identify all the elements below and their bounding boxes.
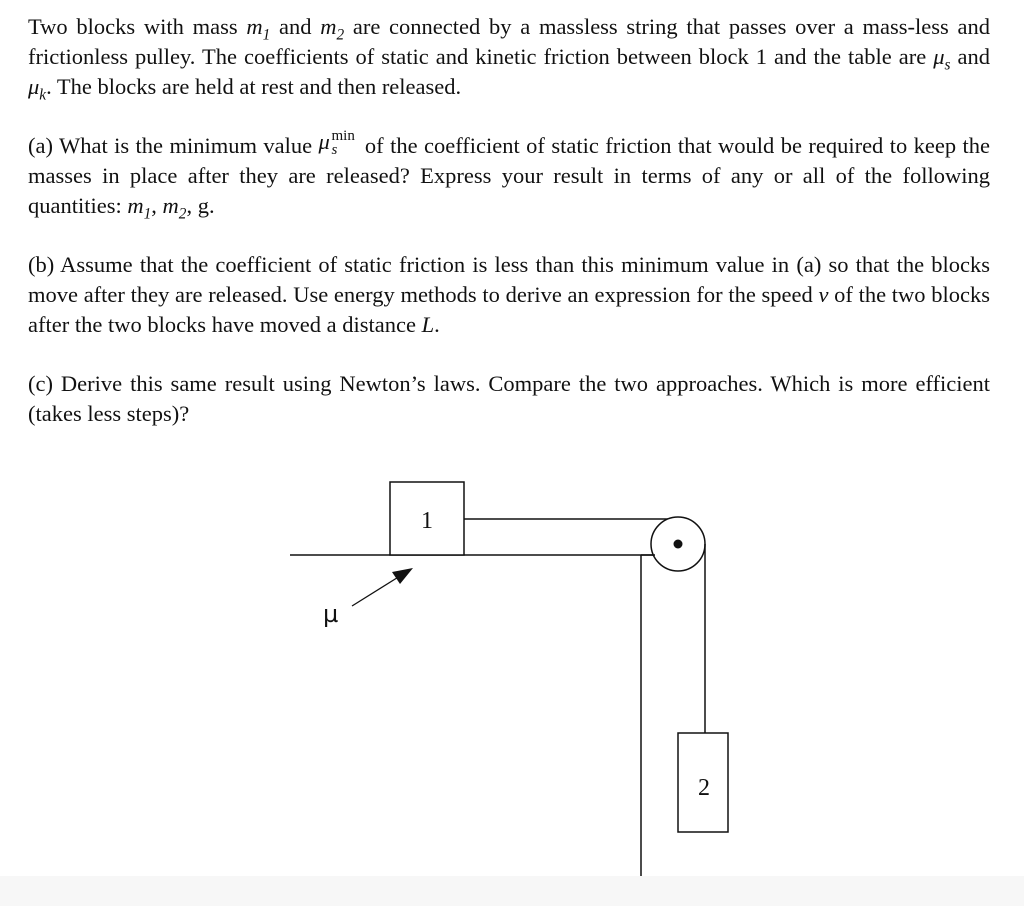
part-a-paragraph: (a) What is the minimum value μ min s of the coefficient of static friction that would be required to keep the masses in place after they are released? Express your result in terms of any or all of the following quantities: $m_1$, $m_2$, g. — [28, 128, 991, 223]
page-bottom-edge — [0, 876, 1024, 906]
part-b-text: of the two blocks after the two blocks have moved a distance — [28, 282, 990, 337]
distance-L: L — [421, 312, 435, 337]
block-1-label: 1 — [421, 508, 433, 534]
pulley-axle — [674, 540, 683, 549]
friction-arrow-head — [392, 568, 413, 584]
intro-text: and — [270, 14, 321, 39]
mu-s-min-symbol: μ min s — [318, 128, 355, 158]
mu-s-symbol: $\mu_s$ — [933, 44, 951, 74]
friction-label: µ — [323, 600, 339, 628]
mass-m1: $m_1$ — [246, 14, 271, 44]
mu-k-symbol: $\mu_k$ — [28, 74, 47, 104]
intro-text: . The blocks are held at rest and then released. — [46, 74, 462, 99]
part-b-text: (b) Assume that the coefficient of static friction is less than this minimum value in (a) so that the blocks move after they are released. Use energy methods to derive an expression for the speed — [28, 252, 990, 307]
part-a-text: (a) What is the minimum value — [28, 133, 319, 158]
friction-arrow-line — [352, 576, 400, 606]
part-b-paragraph: (b) Assume that the coefficient of static friction is less than this minimum value in (a) so that the blocks move after they are released. Use energy methods to derive an expression for the speed v of the two blocks after the two blocks have moved a distance L. — [28, 252, 990, 337]
block-2-label: 2 — [698, 775, 710, 801]
speed-v: v — [818, 282, 829, 307]
quantity-m2: $m_2$ — [162, 193, 187, 223]
part-c-text: (c) Derive this same result using Newton’s laws. Compare the two approaches. Which is more efficient (takes less steps)? — [28, 371, 990, 426]
mass-m2: $m_2$ — [320, 14, 345, 44]
quantity-m1: $m_1$ — [127, 193, 152, 223]
intro-text: Two blocks with mass — [28, 14, 247, 39]
intro-text: and — [950, 44, 991, 69]
quantity-g: g — [197, 193, 209, 218]
intro-text: are connected by a massless string that passes over a mass-less and frictionless pulley. The coefficients of static and kinetic friction between block 1 and the table are — [28, 14, 990, 69]
part-a-text: of the coefficient of static friction that would be required to keep the masses in place after they are released? Express your result in terms of any or all of the following quantities: — [28, 133, 991, 218]
